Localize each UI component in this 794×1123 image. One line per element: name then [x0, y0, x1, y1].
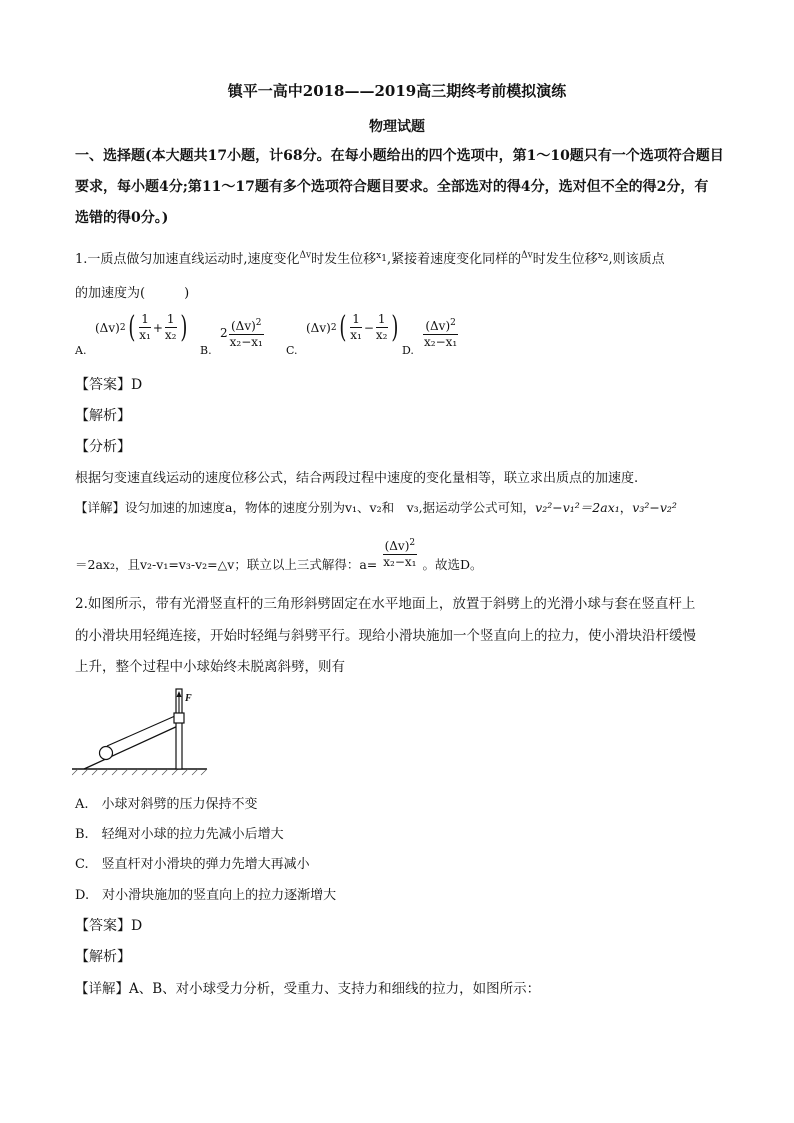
section-instructions-line-2: 要求，每小题4分;第11～17题有多个选项符合题目要求。全部选对的得4分，选对但不全的得2分，有: [75, 179, 709, 195]
q1-fenxi-text: 根据匀变速直线运动的速度位移公式，结合两段过程中速度的变化量相等，联立求出质点的加速度.: [75, 471, 639, 486]
section-instructions-line-1: 一、选择题(本大题共17小题，计68分。在每小题给出的四个选项中，第1～10题只有一个选项符合题目: [75, 148, 724, 164]
q1-detail-line-1: 【详解】设匀加速的加速度a，物体的速度分别为v₁、v₂和 v₃,据运动学公式可知，v₂²−v₁²＝2ax₁，v₃²−v₂²: [75, 500, 677, 515]
q2-answer: 【答案】D: [75, 918, 143, 934]
q1-fenxi-tag: 【分析】: [75, 439, 131, 455]
page-title: 镇平一高中2018——2019高三期终考前模拟演练: [227, 82, 567, 100]
ground-hatching: [72, 769, 207, 775]
q1-analysis-tag: 【解析】: [75, 408, 131, 424]
q2-option-d: D. 对小滑块施加的竖直向上的拉力逐渐增大: [75, 888, 337, 903]
q1-detail-line-2: ＝2ax₂，且v₂-v₁=v₃-v₂=△v；联立以上三式解得：a= $\frac{(\Delta v)^2}{\text{x₂−x₁}}$ 。故选D。: [75, 537, 483, 572]
q2-stem-line-1: 2.如图所示，带有光滑竖直杆的三角形斜劈固定在水平地面上，放置于斜劈上的光滑小球与套在竖直杆上: [75, 596, 696, 612]
light-rope: [107, 716, 175, 746]
slider-block: [174, 713, 184, 723]
force-label: F: [185, 693, 192, 704]
q2-stem-line-3: 上升，整个过程中小球始终未脱离斜劈，则有: [75, 659, 345, 675]
q1-stem-line-2: 的加速度为( ): [75, 286, 190, 301]
incline-surface: [84, 725, 180, 769]
q2-option-a: A. 小球对斜劈的压力保持不变: [75, 797, 258, 812]
q2-option-b: B. 轻绳对小球的拉力先减小后增大: [75, 827, 284, 842]
q1-stem-line-1: 1.一质点做匀加速直线运动时,速度变化$^{\Delta v}$时发生位移$^{x_1}$,紧接着速度变化同样的$^{\Delta v}$时发生位移$^{x_2}$,则该质点: [75, 250, 665, 267]
q2-detail: 【详解】A、B、对小球受力分析，受重力、支持力和细线的拉力，如图所示：: [75, 981, 541, 997]
q2-option-c: C. 竖直杆对小滑块的弹力先增大再减小: [75, 857, 310, 872]
page-subtitle: 物理试题: [369, 119, 425, 135]
q2-analysis-tag: 【解析】: [75, 949, 131, 965]
section-instructions-line-3: 选错的得0分。): [75, 210, 169, 226]
smooth-ball: [100, 747, 113, 760]
q2-stem-line-2: 的小滑块用轻绳连接，开始时轻绳与斜劈平行。现给小滑块施加一个竖直向上的拉力，使小滑块沿杆缓慢: [75, 628, 696, 644]
q2-figure-incline: [72, 685, 222, 777]
q1-answer: 【答案】D: [75, 377, 143, 393]
